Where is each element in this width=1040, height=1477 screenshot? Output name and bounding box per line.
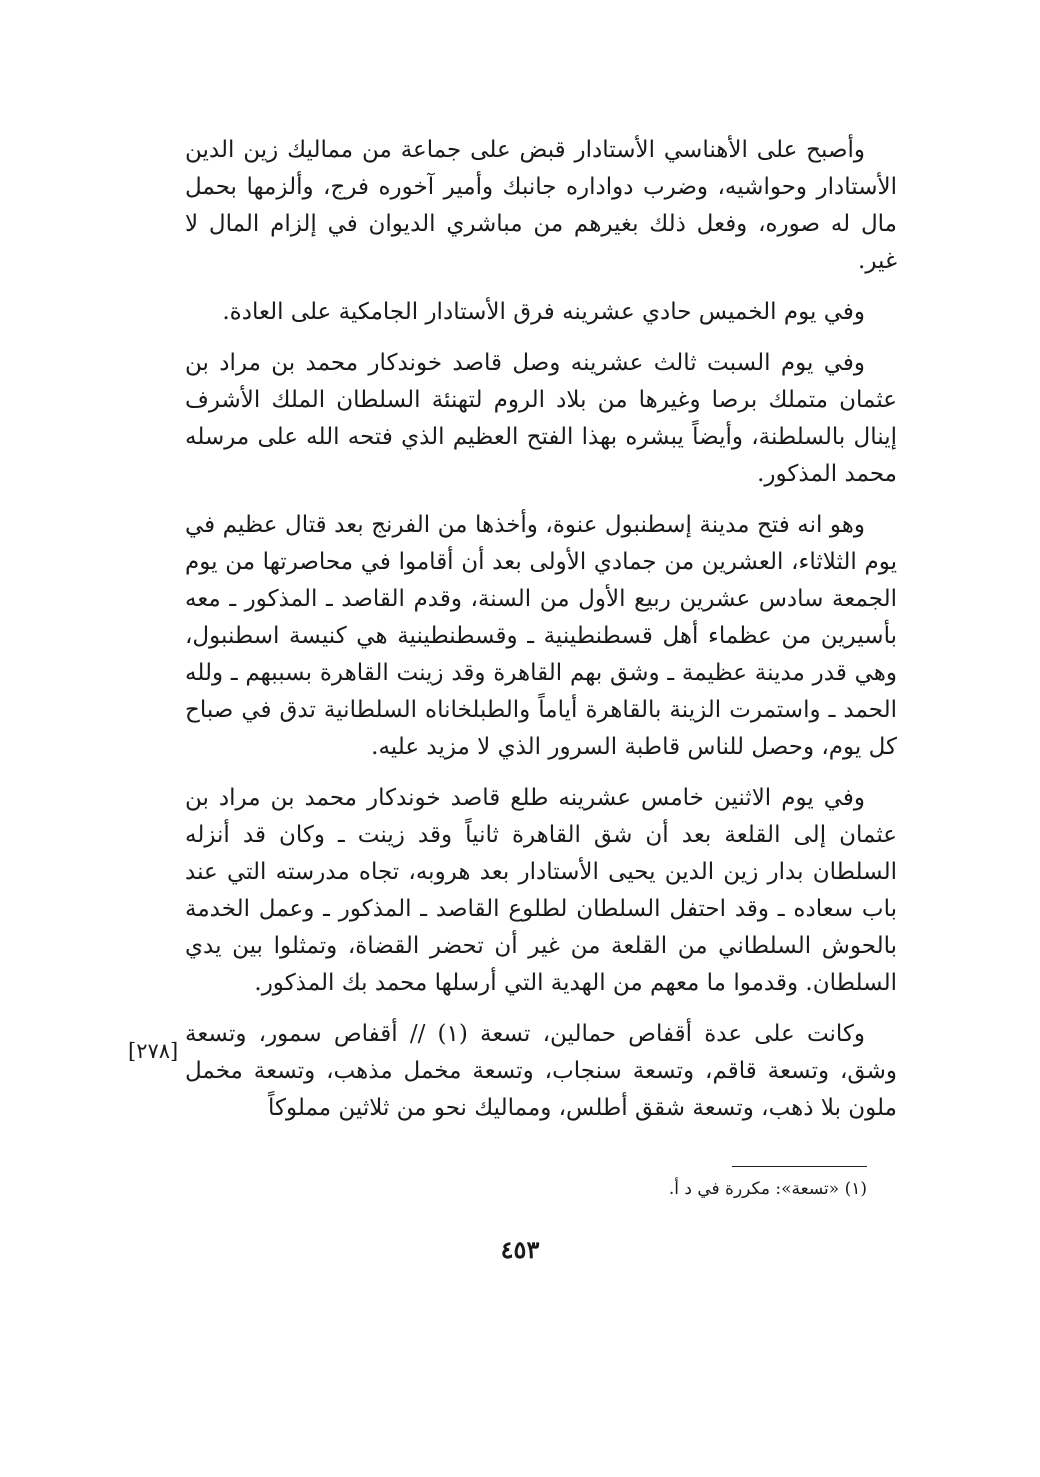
margin-folio-note: [٢٧٨] — [128, 1039, 179, 1063]
footnote: (١) «تسعة»: مكررة في د أ. — [668, 1179, 867, 1199]
paragraph-4: وهو انه فتح مدينة إسطنبول عنوة، وأخذها من الفرنج بعد قتال عظيم في يوم الثلاثاء، العشرين من جمادي الأولى بعد أن أقاموا في محاصرتها من يوم الجمعة سادس عشرين ربيع الأول من السنة، وقدم القاصد ـ المذكور ـ معه بأسيرين من عظماء أهل قسطنطينية ـ وقسطنطينية هي كنيسة اسطنبول، وهي قدر مدينة عظيمة ـ وشق بهم القاهرة وقد زينت القاهرة بسببهم ـ ولله الحمد ـ واستمرت الزينة بالقاهرة أياماً والطبلخاناه السلطانية تدق في صباح كل يوم، وحصل للناس قاطبة السرور الذي لا مزيد عليه. — [185, 512, 897, 760]
footnote-divider — [732, 1166, 867, 1167]
paragraph-1: وأصبح على الأهناسي الأستادار قبض على جماعة من مماليك زين الدين الأستادار وحواشيه، وضرب دواداره جانبك وأمير آخوره فرج، وألزمها بحمل مال له صوره، وفعل ذلك بغيرهم من مباشري الديوان في إلزام المال لا غير. — [185, 137, 897, 274]
paragraph-2: وفي يوم الخميس حادي عشرينه فرق الأستادار الجامكية على العادة. — [222, 299, 865, 325]
paragraph-3: وفي يوم السبت ثالث عشرينه وصل قاصد خوندكار محمد بن مراد بن عثمان متملك برصا وغيرها من بلاد الروم لتهنئة السلطان الملك الأشرف إينال بالسلطنة، وأيضاً يبشره بهذا الفتح العظيم الذي فتحه الله على مرسله محمد المذكور. — [185, 350, 897, 487]
paragraph-6: وكانت على عدة أقفاص حمالين، تسعة (١) // أقفاص سمور، وتسعة وشق، وتسعة قاقم، وتسعة سنجاب، وتسعة مخمل مذهب، وتسعة مخمل ملون بلا ذهب، وتسعة شقق أطلس، ومماليك نحو من ثلاثين مملوكاً — [185, 1021, 897, 1121]
page-number: ٤٥٣ — [500, 1235, 540, 1264]
paragraph-5: وفي يوم الاثنين خامس عشرينه طلع قاصد خوندكار محمد بن مراد بن عثمان إلى القلعة بعد أن شق القاهرة ثانياً وقد زينت ـ وكان قد أنزله السلطان بدار زين الدين يحيى الأستادار بعد هروبه، تجاه مدرسته التي عند باب سعاده ـ وقد احتفل السلطان لطلوع القاصد ـ المذكور ـ وعمل الخدمة بالحوش السلطاني من القلعة من غير أن تحضر القضاة، وتمثلوا بين يدي السلطان. وقدموا ما معهم من الهدية التي أرسلها محمد بك المذكور. — [185, 785, 897, 996]
main-text — [185, 132, 897, 1141]
